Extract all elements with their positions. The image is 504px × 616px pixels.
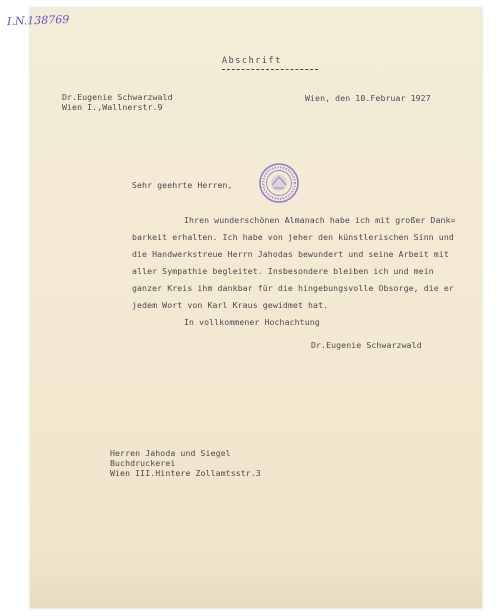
handwritten-reference: I.N.138769 — [6, 12, 70, 29]
sender-address: Wien I.,Wallnerstr.9 — [62, 102, 163, 112]
closing-line: In vollkommener Hochachtung — [184, 317, 320, 327]
body-line-1: Ihren wunderschönen Almanach habe ich mit großer Dank= — [184, 215, 456, 225]
recipient-line-3: Wien III.Hintere Zollamtsstr.3 — [110, 468, 261, 478]
signature-line: Dr.Eugenie Schwarzwald — [311, 340, 422, 350]
sender-name: Dr.Eugenie Schwarzwald — [62, 92, 173, 102]
recipient-line-1: Herren Jahoda und Siegel — [110, 448, 231, 458]
body-line-5: ganzer Kreis ihm dankbar für die hingebungsvolle Obsorge, die er — [132, 283, 454, 293]
salutation: Sehr geehrte Herren, — [132, 180, 233, 190]
body-line-3: die Handwerkstreue Herrn Jahodas bewundert und seine Arbeit mit — [132, 249, 449, 259]
title-underline — [222, 69, 318, 70]
recipient-line-2: Buchdruckerei — [110, 458, 176, 468]
body-line-2: barkeit erhalten. Ich habe von jeher den künstlerischen Sinn und — [132, 232, 454, 242]
document-title: Abschrift — [222, 55, 282, 65]
library-stamp-icon — [258, 162, 300, 204]
place-date: Wien, den 10.Februar 1927 — [305, 93, 431, 103]
body-line-6: jedem Wort von Karl Kraus gewidmet hat. — [132, 300, 329, 310]
body-line-4: aller Sympathie begleitet. Insbesondere bleiben ich und mein — [132, 266, 434, 276]
